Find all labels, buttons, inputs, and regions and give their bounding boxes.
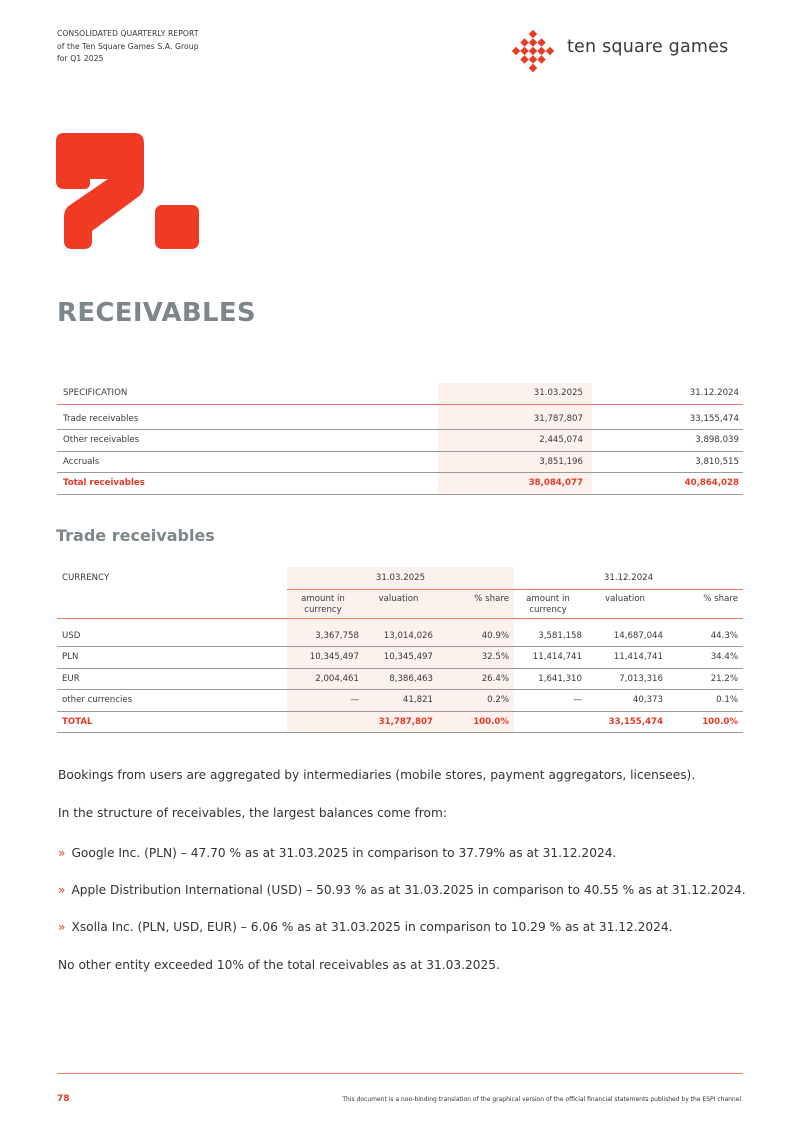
header-valuation: valuation — [587, 589, 668, 618]
table-row — [57, 408, 743, 430]
total-amount — [287, 711, 364, 733]
cell-valuation: 11,414,741 — [587, 647, 668, 669]
row-value-previous: 3,898,039 — [592, 430, 743, 452]
bullet-xsolla — [58, 920, 673, 934]
currency-label: other currencies — [57, 690, 287, 712]
total-amount — [514, 711, 587, 733]
header-specification: SPECIFICATION — [57, 383, 438, 404]
header-date-previous: 31.12.2024 — [592, 383, 743, 404]
row-value-current: 3,851,196 — [438, 451, 592, 473]
logo-wordmark: ten square games — [567, 37, 729, 57]
total-label: TOTAL — [57, 711, 287, 733]
bullet-text: Google Inc. (PLN) – 47.70 % as at 31.03.2025 in comparison to 37.79% as at 31.12.2024. — [71, 846, 617, 860]
cell-amount: — — [514, 690, 587, 712]
cell-amount: 3,367,758 — [287, 625, 364, 647]
currency-label: EUR — [57, 668, 287, 690]
total-value-previous: 40,864,028 — [592, 473, 743, 495]
table-row — [57, 647, 743, 669]
cell-share: 0.1% — [668, 690, 743, 712]
table-row — [57, 430, 743, 452]
row-value-previous: 33,155,474 — [592, 408, 743, 430]
bullet-icon: » — [58, 883, 66, 897]
bullet-icon: » — [58, 920, 66, 934]
header-amount-in-currency: amount in currency — [514, 589, 587, 618]
table-row — [57, 625, 743, 647]
bullet-google — [58, 846, 616, 860]
bullet-icon: » — [58, 846, 66, 860]
header-line-2: of the Ten Square Games S.A. Group — [57, 41, 199, 51]
header-share: % share — [668, 589, 743, 618]
row-label: Accruals — [57, 451, 438, 473]
row-label: Trade receivables — [57, 408, 438, 430]
cell-share: 26.4% — [438, 668, 514, 690]
cell-amount: — — [287, 690, 364, 712]
table-header-row — [57, 383, 743, 404]
footer-divider — [57, 1073, 743, 1074]
cell-valuation: 14,687,044 — [587, 625, 668, 647]
cell-valuation: 40,373 — [587, 690, 668, 712]
currency-label: USD — [57, 625, 287, 647]
paragraph-bookings: Bookings from users are aggregated by intermediaries (mobile stores, payment aggregators, licensees). — [58, 768, 696, 782]
total-valuation: 33,155,474 — [587, 711, 668, 733]
header-currency: CURRENCY — [62, 573, 110, 583]
cell-share: 32.5% — [438, 647, 514, 669]
paragraph-no-other-entity: No other entity exceeded 10% of the total receivables as at 31.03.2025. — [58, 958, 500, 972]
cell-share: 34.4% — [668, 647, 743, 669]
ten-square-games-logo-icon — [510, 28, 556, 74]
header-line-3: for Q1 2025 — [57, 54, 104, 63]
header-line-1: CONSOLIDATED QUARTERLY REPORT — [57, 29, 199, 38]
currency-label: PLN — [57, 647, 287, 669]
header-date-current: 31.03.2025 — [438, 383, 592, 404]
receivables-summary-table — [57, 383, 743, 495]
paragraph-structure: In the structure of receivables, the largest balances come from: — [58, 806, 447, 820]
header-valuation: valuation — [364, 589, 438, 618]
cell-valuation: 7,013,316 — [587, 668, 668, 690]
row-value-current: 31,787,807 — [438, 408, 592, 430]
trade-receivables-currency-table — [57, 567, 743, 733]
row-value-previous: 3,810,515 — [592, 451, 743, 473]
cell-share: 0.2% — [438, 690, 514, 712]
total-valuation: 31,787,807 — [364, 711, 438, 733]
header-date-current: 31.03.2025 — [287, 567, 514, 589]
company-logo — [510, 28, 750, 72]
cell-amount: 3,581,158 — [514, 625, 587, 647]
cell-valuation: 10,345,497 — [364, 647, 438, 669]
page-number: 78 — [57, 1094, 70, 1104]
row-value-current: 2,445,074 — [438, 430, 592, 452]
cell-amount: 1,641,310 — [514, 668, 587, 690]
header-date-previous: 31.12.2024 — [514, 567, 743, 589]
bullet-text: Apple Distribution International (USD) – 50.93 % as at 31.03.2025 in comparison to 40.55 % as at 31.12.2024. — [71, 883, 746, 897]
section-subtitle: Trade receivables — [56, 526, 215, 545]
total-share: 100.0% — [438, 711, 514, 733]
cell-amount: 11,414,741 — [514, 647, 587, 669]
row-label: Other receivables — [57, 430, 438, 452]
table-row — [57, 451, 743, 473]
cell-share: 44.3% — [668, 625, 743, 647]
bullet-apple — [58, 883, 746, 897]
footer-disclaimer: This document is a non-binding translation of the graphical version of the official financial statements published by the ESPI channel. — [342, 1096, 743, 1103]
total-row — [57, 473, 743, 495]
total-value-current: 38,084,077 — [438, 473, 592, 495]
header-amount-in-currency: amount in currency — [287, 589, 364, 618]
total-row — [57, 711, 743, 733]
report-header — [57, 28, 199, 66]
header-share: % share — [438, 589, 514, 618]
table-header-row — [57, 567, 743, 589]
cell-valuation: 13,014,026 — [364, 625, 438, 647]
total-share: 100.0% — [668, 711, 743, 733]
total-label: Total receivables — [57, 473, 438, 495]
cell-amount: 2,004,461 — [287, 668, 364, 690]
table-row — [57, 690, 743, 712]
cell-share: 21.2% — [668, 668, 743, 690]
page-title: RECEIVABLES — [57, 298, 256, 328]
bullet-text: Xsolla Inc. (PLN, USD, EUR) – 6.06 % as at 31.03.2025 in comparison to 10.29 % as at 31.12.2024. — [71, 920, 673, 934]
table-row — [57, 668, 743, 690]
cell-valuation: 8,386,463 — [364, 668, 438, 690]
chapter-number-seven — [56, 133, 201, 249]
cell-valuation: 41,821 — [364, 690, 438, 712]
cell-amount: 10,345,497 — [287, 647, 364, 669]
table-subheader-row — [57, 589, 743, 618]
cell-share: 40.9% — [438, 625, 514, 647]
